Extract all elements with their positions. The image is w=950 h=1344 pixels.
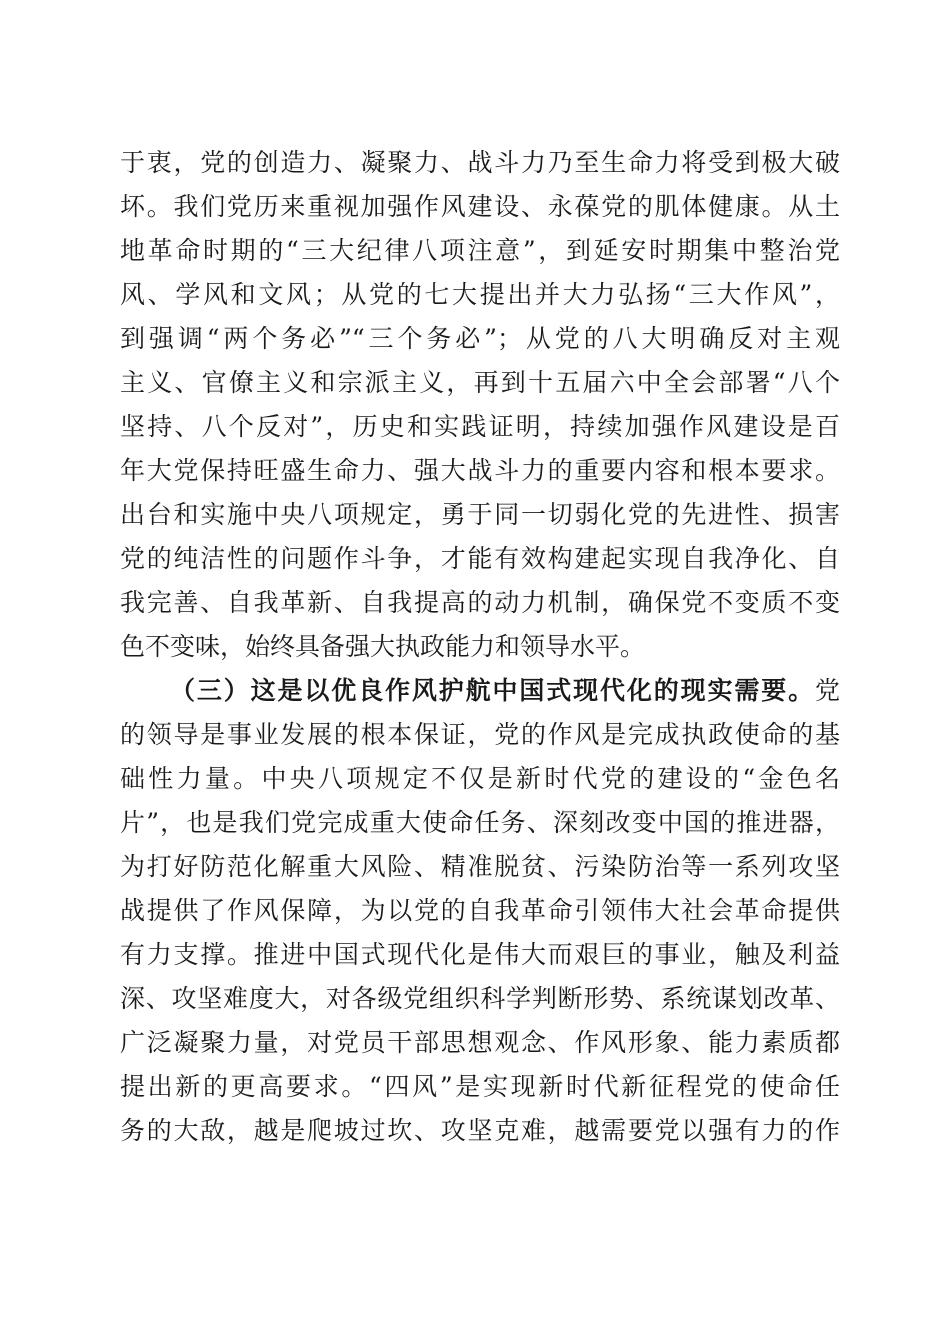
body-text bbox=[120, 141, 840, 1153]
text-line: 风、学风和文风；从党的七大提出并大力弘扬“三大作风”， bbox=[120, 280, 840, 309]
text-line: 战提供了作风保障，为以党的自我革命引领伟大社会革命提供 bbox=[120, 896, 840, 925]
text-line: 坚持、八个反对”，历史和实践证明，持续加强作风建设是百 bbox=[120, 412, 840, 441]
text-line: 年大党保持旺盛生命力、强大战斗力的重要内容和根本要求。 bbox=[120, 456, 840, 485]
text-line: 于衷，党的创造力、凝聚力、战斗力乃至生命力将受到极大破 bbox=[120, 148, 840, 177]
text-line: 深、攻坚难度大，对各级党组织科学判断形势、系统谋划改革、 bbox=[120, 984, 840, 1013]
text-line: 我完善、自我革新、自我提高的动力机制，确保党不变质不变 bbox=[120, 588, 840, 617]
text-line: 色不变味，始终具备强大执政能力和领导水平。 bbox=[120, 632, 646, 661]
text-line: 础性力量。中央八项规定不仅是新时代党的建设的“金色名 bbox=[120, 764, 840, 793]
text-line: 为打好防范化解重大风险、精准脱贫、污染防治等一系列攻坚 bbox=[120, 852, 840, 881]
text-line: 到强调“两个务必”“三个务必”；从党的八大明确反对主观 bbox=[120, 324, 840, 353]
text-line: 坏。我们党历来重视加强作风建设、永葆党的肌体健康。从土 bbox=[120, 192, 840, 221]
text-line: 片”，也是我们党完成重大使命任务、深刻改变中国的推进器， bbox=[120, 808, 840, 837]
section-heading: （三）这是以优良作风护航中国式现代化的现实需要。 bbox=[170, 676, 815, 705]
text-line: 党的纯洁性的问题作斗争，才能有效构建起实现自我净化、自 bbox=[120, 544, 840, 573]
text-line: 的领导是事业发展的根本保证，党的作风是完成执政使命的基 bbox=[120, 720, 840, 749]
section-heading-tail: 党 bbox=[814, 676, 840, 705]
text-line: 地革命时期的“三大纪律八项注意”，到延安时期集中整治党 bbox=[120, 236, 840, 265]
text-line: 有力支撑。推进中国式现代化是伟大而艰巨的事业，触及利益 bbox=[120, 940, 840, 969]
text-line: 主义、官僚主义和宗派主义，再到十五届六中全会部署“八个 bbox=[120, 368, 840, 397]
section-heading-line bbox=[120, 669, 840, 713]
text-line: 出台和实施中央八项规定，勇于同一切弱化党的先进性、损害 bbox=[120, 500, 840, 529]
text-line: 提出新的更高要求。“四风”是实现新时代新征程党的使命任 bbox=[120, 1072, 840, 1101]
text-line: 务的大敌，越是爬坡过坎、攻坚克难，越需要党以强有力的作 bbox=[120, 1116, 840, 1145]
text-line: 广泛凝聚力量，对党员干部思想观念、作风形象、能力素质都 bbox=[120, 1028, 840, 1057]
